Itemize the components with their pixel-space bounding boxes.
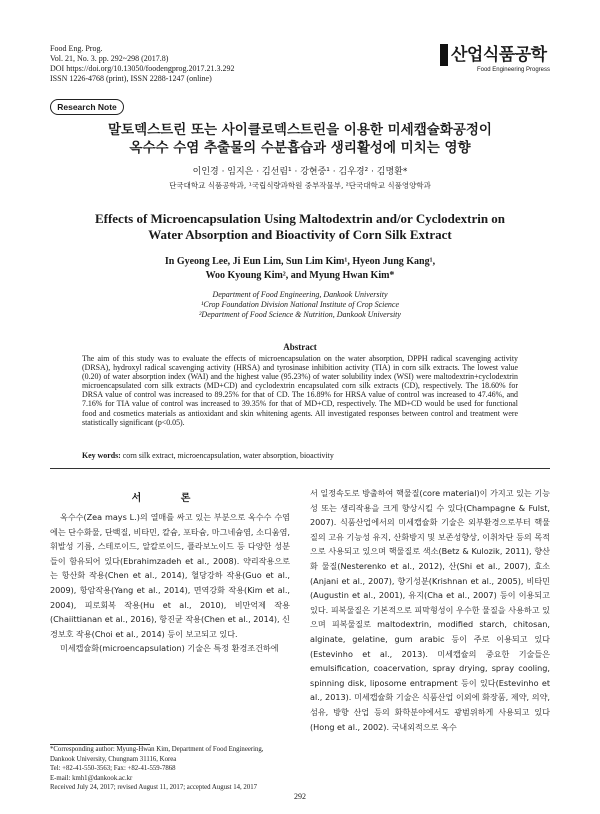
korean-affiliation: 단국대학교 식품공학과, ¹국립식량과학원 중부작물부, ²단국대학교 식품영양학과 — [169, 181, 431, 190]
korean-title-line1: 말토덱스트린 또는 사이클로덱스트린을 이용한 미세캡슐화공정이 — [108, 122, 492, 138]
english-affiliations — [40, 290, 560, 320]
footnote — [50, 745, 290, 793]
footnote-dates: Received July 24, 2017; revised August 11, 2017; accepted August 14, 2017 — [50, 784, 258, 792]
footnote-email[interactable]: E-mail: kmh1@dankook.ac.kr — [50, 774, 133, 782]
affiliation-line2: ¹Crop Foundation Division National Institute of Crop Science — [200, 300, 399, 309]
article-type-badge: Research Note — [50, 99, 124, 115]
english-authors — [40, 255, 560, 283]
keywords-text: corn silk extract, microencapsulation, water absorption, bioactivity — [122, 451, 334, 460]
korean-title-line2: 옥수수 수염 추출물의 수분흡습과 생리활성에 미치는 영향 — [129, 140, 471, 156]
journal-logo — [440, 44, 550, 73]
affiliation-line1: Department of Food Engineering, Dankook University — [212, 290, 388, 299]
footnote-corresponding: *Corresponding author: Myung-Hwan Kim, Department of Food Engineering, Dankook University, Chungnam 31116, Korea — [50, 746, 264, 763]
page-number: 292 — [294, 792, 306, 801]
abstract-text: The aim of this study was to evaluate the effects of microencapsulation on the water absorption, DPPH radical scavenging activity (DRSA), hydroxyl radical scavenging activity (HRSA) and tyrosinase inhibition activity (TIA) in corn silk extracts. The lowest value (0.20) of water absorption index (WAI) and the highest value (95.23%) of water solubility index (WSI) were maltodextrin+cyclodextrin microencapsulated corn silk extracts (MD+CD) and cyclodextrin encapsulated corn silk extracts (CD), respectively. The 18.60% for DRSA value of control was increased to 89.25% for that of CD. The 16.89% for HRSA value of control was increased to 47.46%, and 7.16% for TIA value of control was increased to 39.35% for that of MD+CD, respectively. The MD+CD would be used for functional food and cosmetics materials as antioxidant and skin whitening agents. All investigated responses between control and treatment were statistically significant (p<0.05). — [82, 354, 518, 427]
intro-paragraph-2: 미세캡슐화(microencapsulation) 기술은 특정 환경조건하에 — [60, 643, 279, 654]
intro-paragraph-1: 옥수수(Zea mays L.)의 열매를 싸고 있는 부분으로 옥수수 수염에는 단수화물, 단백질, 비타민, 칼슘, 포타슘, 마그네슘염, 소디움염, 휘발성 기름, 스테로이드, 알칼로이드, 플라보노이드 등 다양한 성분들이 함유되어 있다(Ebrahimzadeh et al., 2008). 약리작용으로는 항산화 작용(Chen et al., 2014), 혈당강하 작용(Guo et al., 2009), 항암작용(Yang et al., 2014), 면역강화 작용(Kim et al., 2004), 피로회복 작용(Hu et al., 2010), 비만억제 작용(Chaiittianan et al., 2016), 항진균 작용(Chen et al., 2014), 신경보호 작용(Choi et al., 2014) 등이 보고되고 있다. — [50, 512, 290, 639]
logo-korean-title: 산업식품공학 — [451, 45, 547, 65]
english-authors-line1: In Gyeong Lee, Ji Eun Lim, Sun Lim Kim¹, Hyeon Jung Kang¹, — [164, 256, 436, 267]
journal-issn: ISSN 1226-4768 (print), ISSN 2288-1247 (online) — [50, 74, 212, 83]
logo-english-subtitle: Food Engineering Progress — [476, 67, 550, 73]
journal-name: Food Eng. Prog. — [50, 44, 103, 53]
journal-header — [50, 44, 235, 84]
english-title-line1: Effects of Microencapsulation Using Maltodextrin and/or Cyclodextrin on — [94, 211, 506, 226]
korean-authors: 이인경 · 임지은 · 김선림¹ · 강현중¹ · 김우경² · 김명환* — [192, 167, 408, 177]
keywords — [82, 451, 518, 460]
footnote-phone: Tel: +82-41-550-3563; Fax: +82-41-559-7868 — [50, 765, 176, 773]
journal-volume: Vol. 21, No. 3. pp. 292~298 (2017.8) — [50, 54, 169, 63]
section-divider — [50, 468, 550, 469]
affiliation-line3: ²Department of Food Science & Nutrition, Dankook University — [199, 310, 401, 319]
left-column — [50, 510, 290, 656]
logo-mark-icon — [440, 44, 448, 66]
right-column — [310, 486, 550, 734]
journal-doi[interactable]: DOI https://doi.org/10.13050/foodengprog.2017.21.3.292 — [50, 64, 235, 73]
english-title-line2: Water Absorption and Bioactivity of Corn Silk Extract — [148, 227, 452, 242]
section-heading-introduction: 서 론 — [131, 493, 209, 504]
abstract-heading: Abstract — [283, 342, 317, 352]
korean-title — [40, 121, 560, 157]
english-title — [40, 211, 560, 243]
english-authors-line2: Woo Kyoung Kim², and Myung Hwan Kim* — [205, 270, 395, 281]
keywords-label: Key words: — [82, 451, 121, 460]
intro-paragraph-continued: 서 일정속도로 방출하여 핵물질(core material)이 가지고 있는 기능성 또는 생리작용을 크게 향상시킬 수 있다(Champagne & Fulst, 2007). 식품산업에서의 미세캡슐화 기술은 외부환경으로부터 핵물질의 고유 기능성 유지, 산화방지 및 보존성향상, 이취차단 등의 목적으로 사용되고 있으며 핵물질로 색소(Betz & Kulozik, 2011), 향산화 물질(Nesterenko et al., 2012), 산(Shi et al., 2007), 효소(Anjani et al., 2007), 향기성분(Krishnan et al., 2005), 비타민(Augustin et al., 2001), 유지(Cha et al., 2007) 등이 이용되고 있다. 피복물질은 기본적으로 피막형성이 우수한 물질을 사용하고 있으며 피복물질로 maltodextrin, modified starch, chitosan, alginate, gelatine, gum arabic 등이 주로 이용되고 있다(Estevinho et al., 2013). 미세캡슐의 중요한 기술들은 emulsification, coacervation, spray drying, spray cooling, spinning disk, liposome entrapment 등이 있다(Estevinho et al., 2013). 미세캡슐화 기술은 식품산업 이외에 화장품, 제약, 의약, 섬유, 방향 산업 등의 화학분야에서도 광범위하게 사용되고 있다(Hong et al., 2002). 국내외적으로 옥수 — [310, 488, 550, 732]
